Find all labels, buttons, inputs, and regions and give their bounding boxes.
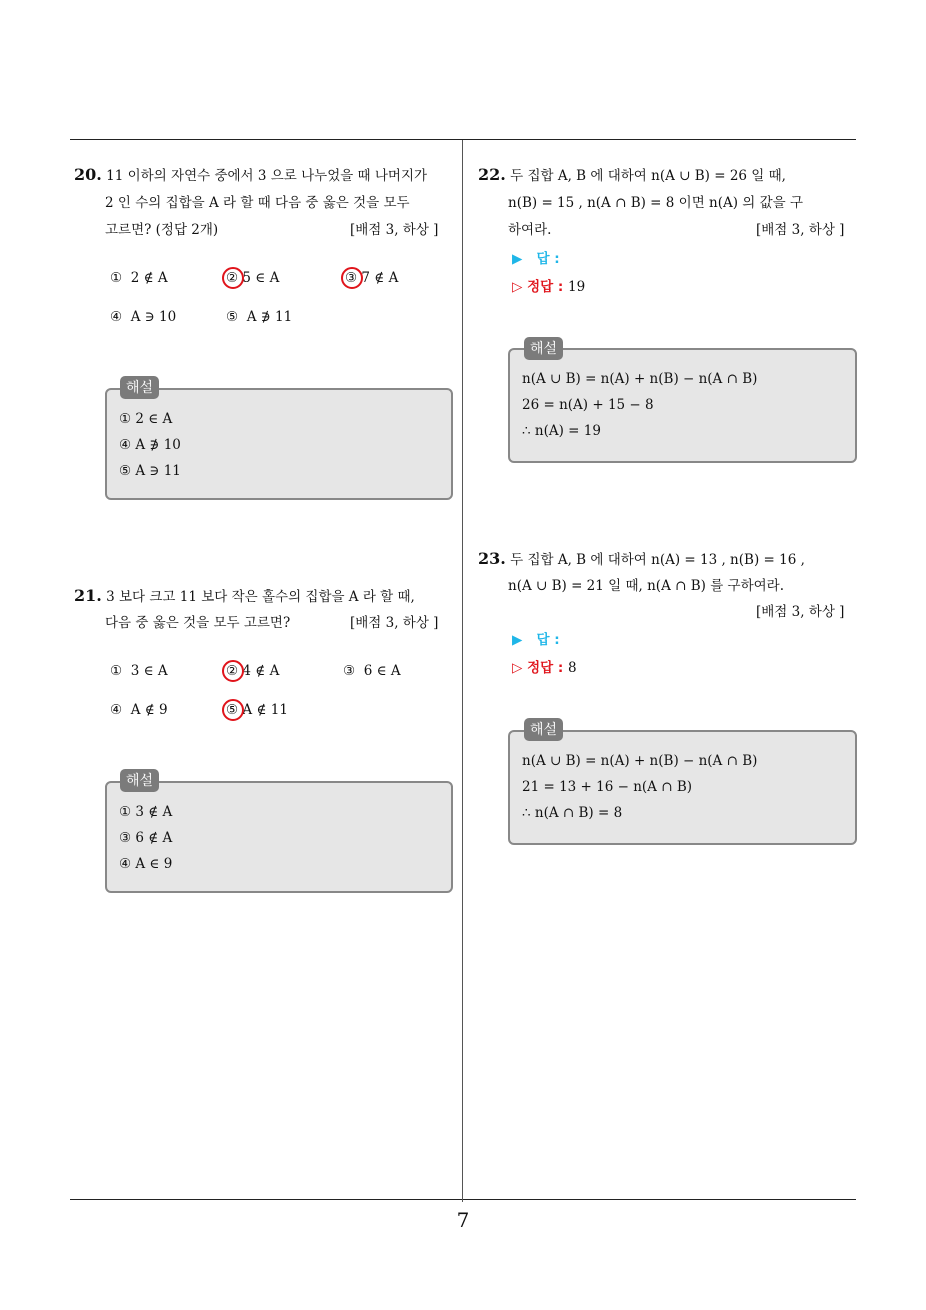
top-rule <box>70 139 856 140</box>
choice-mark: ① <box>110 663 123 679</box>
q23-text-1: 두 집합 A, B 에 대하여 n(A) = 13 , n(B) = 16 , <box>510 552 805 568</box>
choice-text: 4 ∉ A <box>242 663 280 679</box>
q20-line-1 <box>74 164 427 184</box>
explain-line: 26 = n(A) + 15 − 8 <box>522 397 654 413</box>
q21-text-1: 3 보다 크고 11 보다 작은 홀수의 집합을 A 라 할 때, <box>106 589 415 605</box>
q23-explain-tag: 해설 <box>524 718 563 741</box>
q21-text-2: 다음 중 옳은 것을 모두 고르면? <box>105 615 291 631</box>
q22-explain-tag: 해설 <box>524 337 563 360</box>
choice-mark: ② <box>226 663 239 679</box>
answer-label: 답 : <box>536 251 560 267</box>
q20-number: 20. <box>74 165 102 184</box>
correct-label: 정답 : <box>527 279 564 295</box>
explain-line: 21 = 13 + 16 − n(A ∩ B) <box>522 779 693 795</box>
q22-answer-row <box>512 247 560 267</box>
page-number: 7 <box>456 1208 470 1232</box>
q20-text-2: 2 인 수의 집합을 A 라 할 때 다음 중 옳은 것을 모두 <box>105 195 410 211</box>
answer-label: 답 : <box>536 632 560 648</box>
choice-text: A ∌ 11 <box>246 309 293 325</box>
q21-number: 21. <box>74 586 102 605</box>
q23-explanation-box <box>508 730 857 845</box>
choice-text: 6 ∈ A <box>363 663 401 679</box>
selected-circle-icon <box>222 660 244 682</box>
q21-choice-4[interactable] <box>110 702 168 718</box>
q21-choice-2[interactable] <box>226 663 279 679</box>
selected-circle-icon <box>222 699 244 721</box>
q21-choice-5[interactable] <box>226 702 288 718</box>
choice-text: A ∉ 11 <box>242 702 288 718</box>
explain-line: ∴ n(A) = 19 <box>522 423 601 439</box>
q23-line-1 <box>478 548 805 568</box>
explain-line: ① 3 ∉ A <box>119 804 173 820</box>
q23-text-2: n(A ∪ B) = 21 일 때, n(A ∩ B) 를 구하여라. <box>508 578 784 594</box>
q22-line-1 <box>478 164 786 184</box>
choice-text: 7 ∉ A <box>361 270 399 286</box>
choice-mark: ⑤ <box>226 702 239 718</box>
play-triangle-icon: ▶ <box>512 251 523 267</box>
correct-value: 8 <box>567 660 577 676</box>
choice-text: A ∉ 9 <box>130 702 168 718</box>
q21-explanation-box <box>105 781 453 893</box>
choice-mark: ③ <box>343 663 356 679</box>
q21-choice-3[interactable] <box>343 663 401 679</box>
q20-choice-1[interactable] <box>110 270 168 286</box>
explain-line: n(A ∪ B) = n(A) + n(B) − n(A ∩ B) <box>522 371 758 387</box>
choice-mark: ④ <box>110 702 123 718</box>
q22-correct-row <box>512 275 585 295</box>
q20-text-3: 고르면? (정답 2개) <box>105 222 219 238</box>
correct-value: 19 <box>567 279 586 295</box>
bottom-rule <box>70 1199 856 1200</box>
play-triangle-icon: ▶ <box>512 632 523 648</box>
q22-number: 22. <box>478 165 506 184</box>
explain-line: ④ A ∈ 9 <box>119 856 173 872</box>
q20-text-1: 11 이하의 자연수 중에서 3 으로 나누었을 때 나머지가 <box>106 168 428 184</box>
explain-line: ⑤ A ∋ 11 <box>119 463 181 479</box>
column-divider <box>462 140 463 1202</box>
outline-triangle-icon: ▷ <box>512 660 523 676</box>
choice-mark: ① <box>110 270 123 286</box>
q21-choice-1[interactable] <box>110 663 168 679</box>
explain-line: ∴ n(A ∩ B) = 8 <box>522 805 623 821</box>
explain-line: n(A ∪ B) = n(A) + n(B) − n(A ∩ B) <box>522 753 758 769</box>
outline-triangle-icon: ▷ <box>512 279 523 295</box>
q20-explain-tag: 해설 <box>120 376 159 399</box>
q20-choice-3[interactable] <box>345 270 398 286</box>
q20-meta: [배점 3, 하상 ] <box>350 222 439 238</box>
q20-choice-4[interactable] <box>110 309 176 325</box>
choice-text: 2 ∉ A <box>130 270 168 286</box>
q21-meta: [배점 3, 하상 ] <box>350 615 439 631</box>
selected-circle-icon <box>341 267 363 289</box>
choice-text: 5 ∈ A <box>242 270 280 286</box>
q20-explanation-box <box>105 388 453 500</box>
q21-explain-tag: 해설 <box>120 769 159 792</box>
q22-text-2: n(B) = 15 , n(A ∩ B) = 8 이면 n(A) 의 값을 구 <box>508 195 804 211</box>
q22-meta: [배점 3, 하상 ] <box>756 222 845 238</box>
choice-mark: ② <box>226 270 239 286</box>
choice-text: 3 ∈ A <box>130 663 168 679</box>
choice-text: A ∋ 10 <box>130 309 177 325</box>
q23-correct-row <box>512 656 577 676</box>
q22-text-3: 하여라. <box>508 222 552 238</box>
q23-number: 23. <box>478 549 506 568</box>
explain-line: ④ A ∌ 10 <box>119 437 181 453</box>
q22-explanation-box <box>508 348 857 463</box>
choice-mark: ⑤ <box>226 309 239 325</box>
q22-text-1: 두 집합 A, B 에 대하여 n(A ∪ B) = 26 일 때, <box>510 168 786 184</box>
correct-label: 정답 : <box>527 660 564 676</box>
q20-choice-2[interactable] <box>226 270 279 286</box>
choice-mark: ④ <box>110 309 123 325</box>
choice-mark: ③ <box>345 270 358 286</box>
q21-line-1 <box>74 585 415 605</box>
explain-line: ① 2 ∈ A <box>119 411 173 427</box>
selected-circle-icon <box>222 267 244 289</box>
q20-choice-5[interactable] <box>226 309 292 325</box>
q23-answer-row <box>512 628 560 648</box>
explain-line: ③ 6 ∉ A <box>119 830 173 846</box>
q23-meta: [배점 3, 하상 ] <box>756 604 845 620</box>
